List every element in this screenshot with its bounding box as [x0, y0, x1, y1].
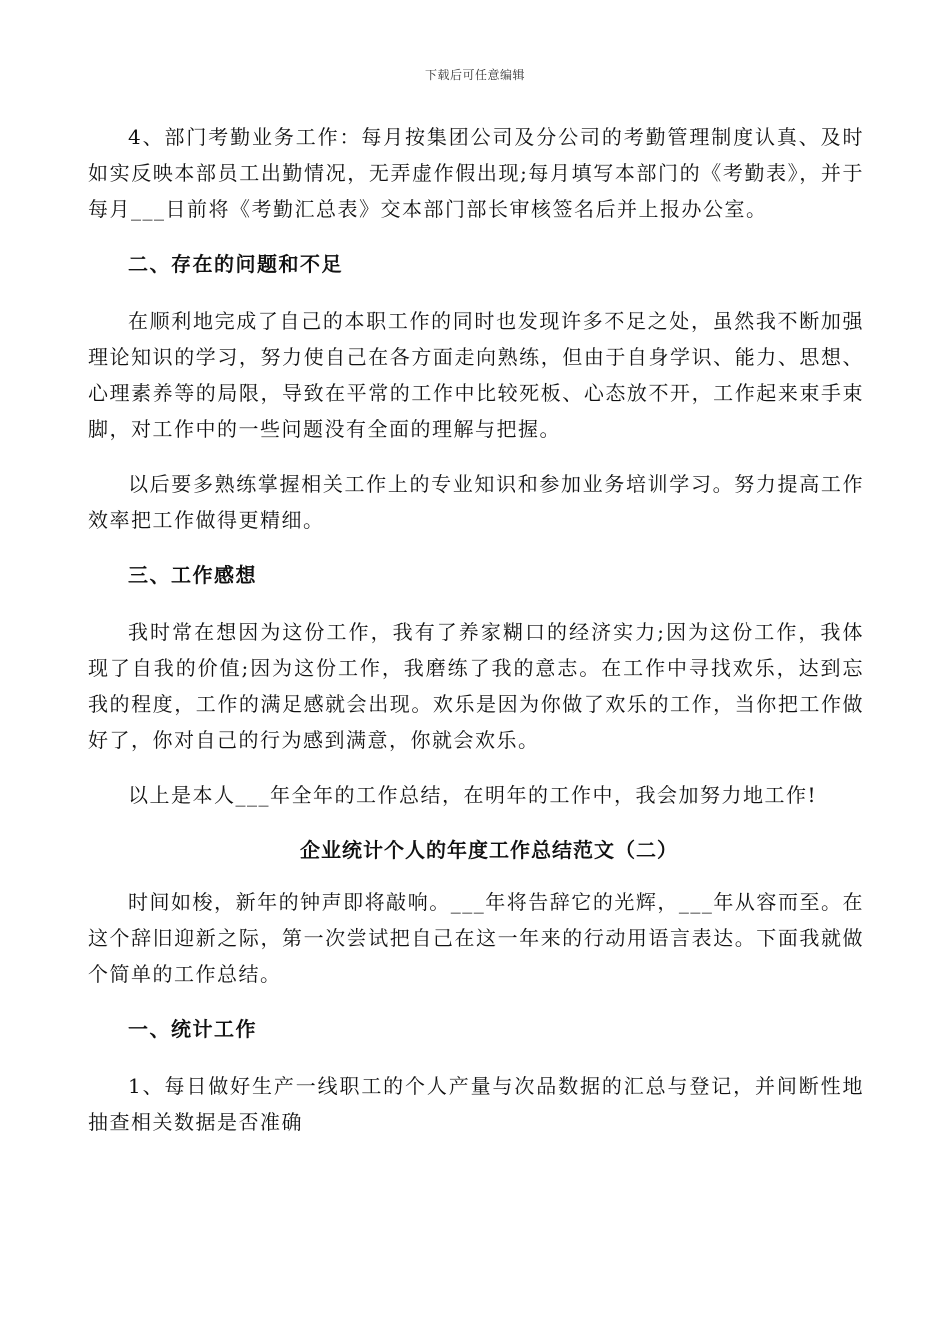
page-header-note: 下载后可任意编辑	[424, 68, 525, 82]
paragraph-shortcomings: 在顺利地完成了自己的本职工作的同时也发现许多不足之处，虽然我不断加强理论知识的学习，努力使自己在各方面走向熟练，但由于自身学识、能力、思想、心理素养等的局限，导致在平常的工作中比较死板、心态放不开，工作起来束手束脚，对工作中的一些问题没有全面的理解与把握。	[88, 309, 864, 441]
document-title-part-two: 企业统计个人的年度工作总结范文（二）	[300, 838, 678, 862]
paragraph-closing: 以上是本人___年全年的工作总结，在明年的工作中，我会加努力地工作!	[128, 783, 818, 807]
paragraph-daily-statistics: 1、每日做好生产一线职工的个人产量与次品数据的汇总与登记，并间断性地抽查相关数据是否准确	[88, 1074, 864, 1134]
document-body	[88, 119, 864, 1159]
paragraph-reflections: 我时常在想因为这份工作，我有了养家糊口的经济实力;因为这份工作，我体现了自我的价值;因为这份工作，我磨练了我的意志。在工作中寻找欢乐，达到忘我的程度，工作的满足感就会出现。欢乐是因为你做了欢乐的工作，当你把工作做好了，你对自己的行为感到满意，你就会欢乐。	[88, 620, 864, 752]
paragraph-improvement: 以后要多熟练掌握相关工作上的专业知识和参加业务培训学习。努力提高工作效率把工作做得更精细。	[88, 472, 864, 532]
section-heading-problems: 二、存在的问题和不足	[128, 252, 343, 276]
section-heading-statistics: 一、统计工作	[128, 1017, 257, 1041]
section-heading-reflections: 三、工作感想	[128, 563, 257, 587]
paragraph-attendance: 4、部门考勤业务工作：每月按集团公司及分公司的考勤管理制度认真、及时如实反映本部员工出勤情况，无弄虚作假出现;每月填写本部门的《考勤表》，并于每月___日前将《考勤汇总表》交本部门部长审核签名后并上报办公室。	[88, 125, 864, 221]
paragraph-intro: 时间如梭，新年的钟声即将敲响。___年将告辞它的光辉，___年从容而至。在这个辞旧迎新之际，第一次尝试把自己在这一年来的行动用语言表达。下面我就做个简单的工作总结。	[88, 890, 864, 986]
